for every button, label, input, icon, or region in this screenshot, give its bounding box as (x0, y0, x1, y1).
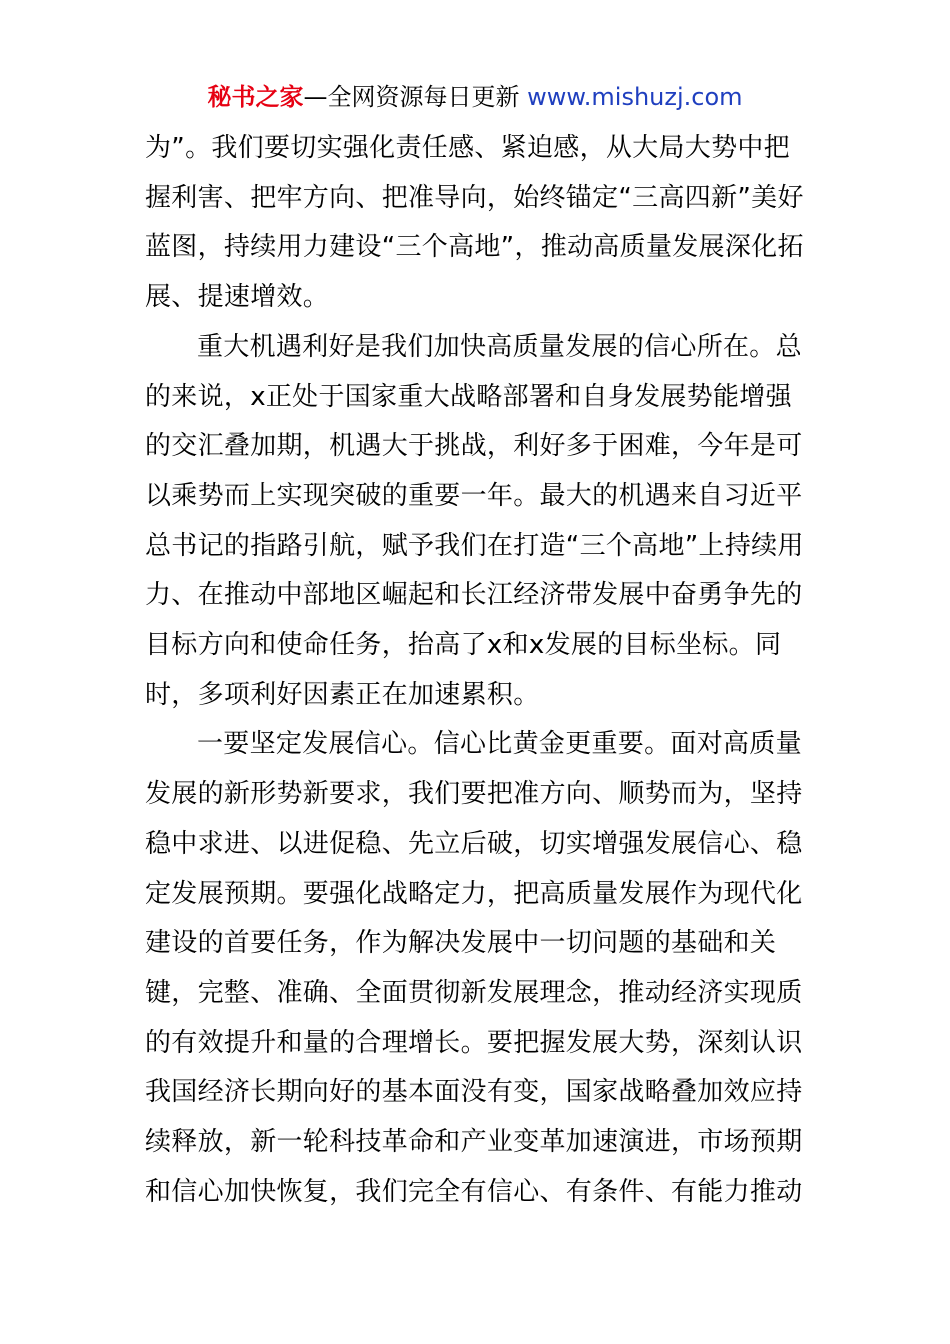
site-tagline: —全网资源每日更新 (303, 83, 528, 111)
paragraph-continued: 为”。我们要切实强化责任感、紧迫感，从大局大势中把握利害、把牢方向、把准导向，始终锚定“三高四新”美好蓝图，持续用力建设“三个高地”，推动高质量发展深化拓展、提速增效。 (145, 133, 804, 313)
site-url-link[interactable]: www.mishuzj.com (527, 83, 743, 111)
document-body (145, 124, 810, 1217)
paragraph-confidence: 一要坚定发展信心。信心比黄金更重要。面对高质量发展的新形势新要求，我们要把准方向、顺势而为，坚持稳中求进、以进促稳、先立后破，切实增强发展信心、稳定发展预期。要强化战略定力，把高质量发展作为现代化建设的首要任务，作为解决发展中一切问题的基础和关键，完整、准确、全面贯彻新发展理念，推动经济实现质的有效提升和量的合理增长。要把握发展大势，深刻认识我国经济长期向好的基本面没有变，国家战略叠加效应持续释放，新一轮科技革命和产业变革加速演进，市场预期和信心加快恢复，我们完全有信心、有条件、有能力推动 (145, 729, 803, 1207)
site-header (0, 80, 950, 114)
site-brand: 秘书之家 (207, 83, 304, 111)
paragraph-opportunities: 重大机遇利好是我们加快高质量发展的信心所在。总的来说，x正处于国家重大战略部署和自身发展势能增强的交汇叠加期，机遇大于挑战，利好多于困难，今年是可以乘势而上实现突破的重要一年。最大的机遇来自习近平总书记的指路引航，赋予我们在打造“三个高地”上持续用力、在推动中部地区崛起和长江经济带发展中奋勇争先的目标方向和使命任务，抬高了x和x发展的目标坐标。同时，多项利好因素正在加速累积。 (145, 331, 804, 710)
